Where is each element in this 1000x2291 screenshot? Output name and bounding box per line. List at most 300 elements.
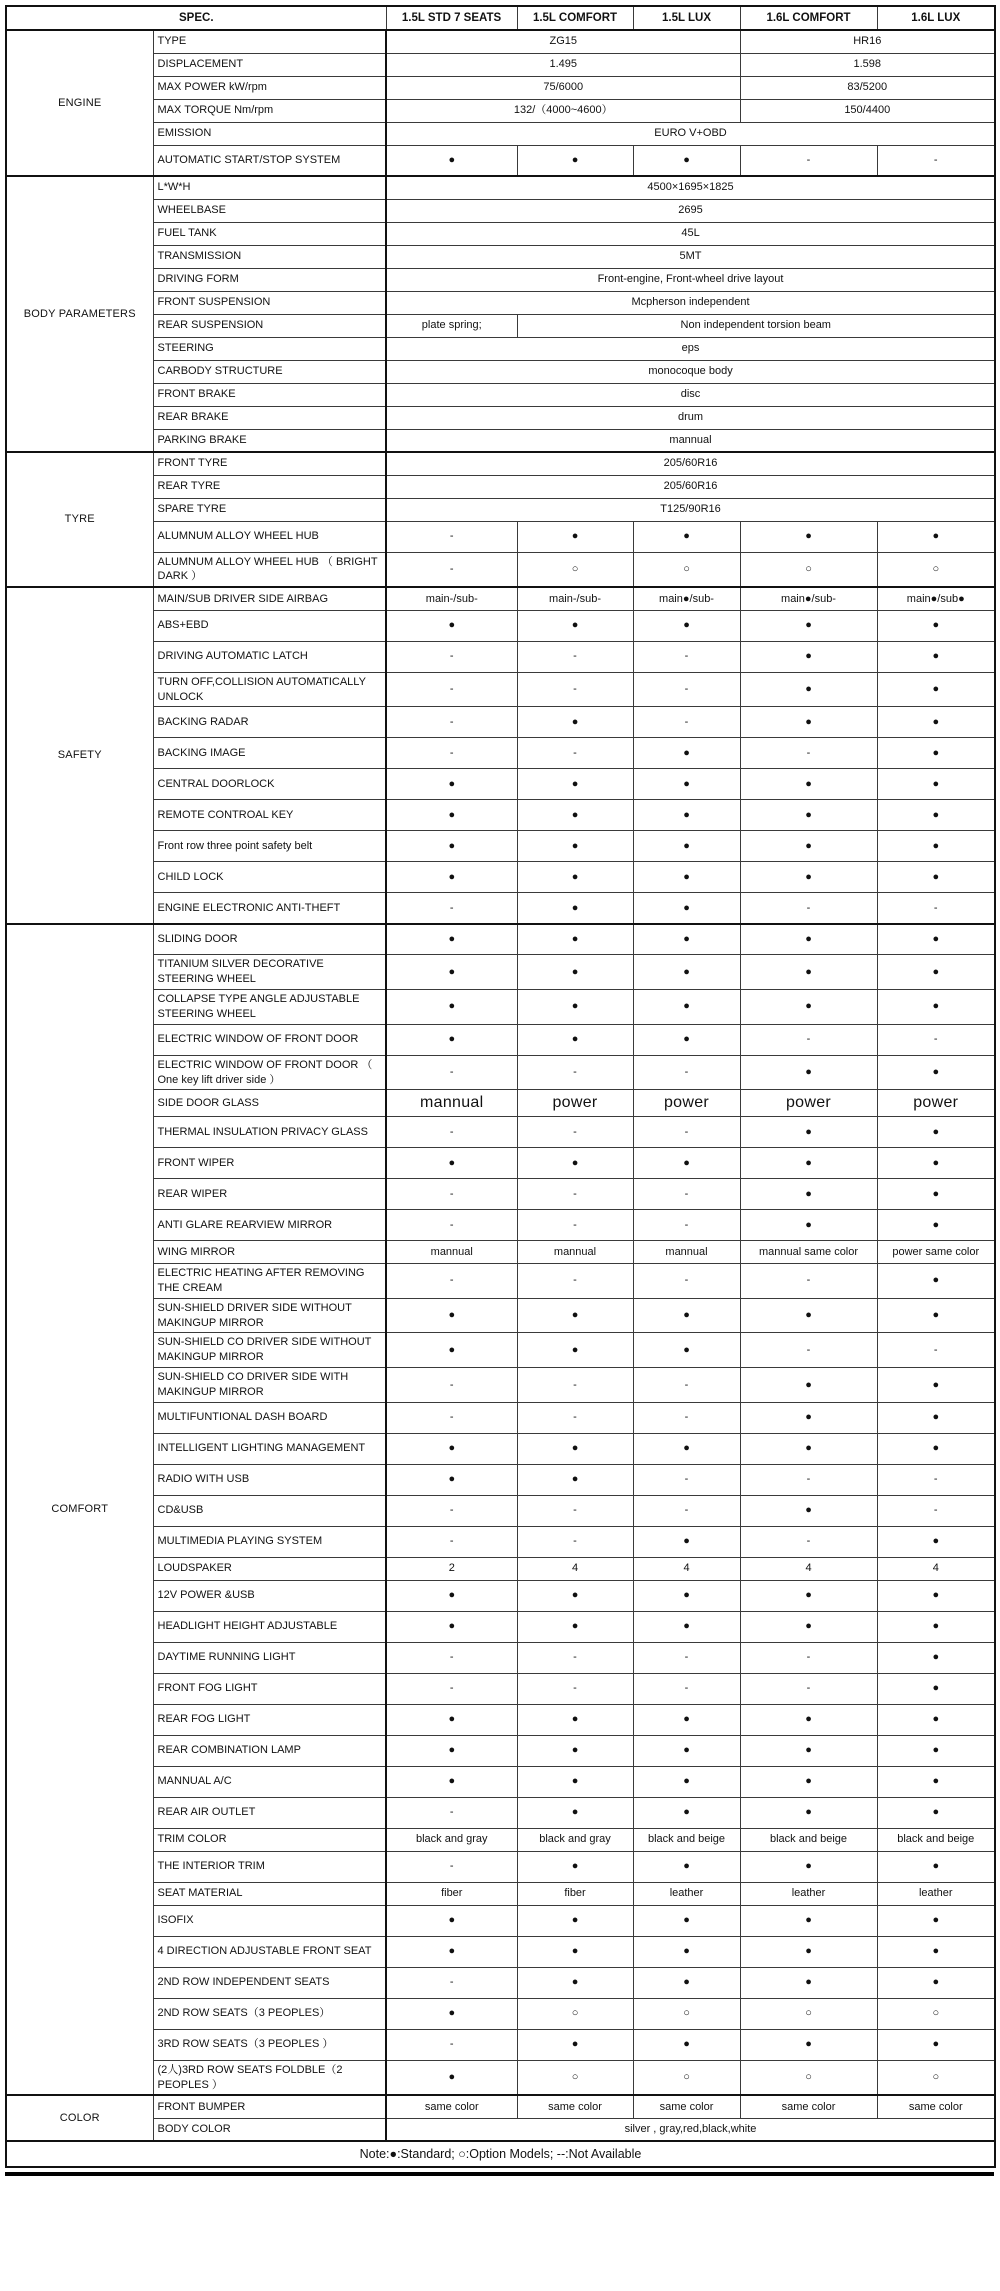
spec-item-label: ANTI GLARE REARVIEW MIRROR [153, 1210, 386, 1241]
spec-value-cell: - [386, 2029, 517, 2060]
spec-value-cell: - [517, 672, 633, 707]
spec-value-cell: Mcpherson independent [386, 291, 995, 314]
spec-value-cell: - [386, 1368, 517, 1403]
spec-value-cell: ● [386, 990, 517, 1025]
spec-value-cell: - [386, 641, 517, 672]
spec-item-label: SUN-SHIELD CO DRIVER SIDE WITH MAKINGUP MIRROR [153, 1368, 386, 1403]
spec-value-cell: ● [386, 1298, 517, 1333]
spec-value-cell: - [633, 1368, 740, 1403]
spec-value-cell: ● [517, 990, 633, 1025]
spec-value-cell: - [386, 1967, 517, 1998]
spec-value-cell: ● [740, 1402, 877, 1433]
spec-value-cell: ● [877, 2029, 995, 2060]
table-footer [6, 2141, 995, 2167]
spec-item-label: STEERING [153, 337, 386, 360]
spec-item-label: MULTIFUNTIONAL DASH BOARD [153, 1402, 386, 1433]
spec-value-cell: ● [386, 1148, 517, 1179]
spec-value-cell: ● [877, 521, 995, 552]
table-row [6, 337, 995, 360]
spec-value-cell: ● [386, 955, 517, 990]
table-row [6, 2118, 995, 2141]
spec-value-cell: ● [386, 1433, 517, 1464]
spec-value-cell: ● [740, 641, 877, 672]
spec-value-cell: disc [386, 383, 995, 406]
spec-value-cell: - [386, 893, 517, 924]
spec-value-cell: - [386, 707, 517, 738]
spec-value-cell: ● [517, 1580, 633, 1611]
table-header [6, 6, 995, 30]
spec-value-cell: 1.495 [386, 53, 740, 76]
spec-item-label: PARKING BRAKE [153, 429, 386, 452]
spec-value-cell: ● [633, 1333, 740, 1368]
spec-value-cell: - [386, 1526, 517, 1557]
spec-value-cell: same color [877, 2095, 995, 2118]
spec-value-cell: ○ [740, 2060, 877, 2095]
spec-value-cell: ● [517, 1148, 633, 1179]
spec-value-cell: ○ [633, 1998, 740, 2029]
spec-value-cell: ● [386, 769, 517, 800]
spec-value-cell: ● [740, 707, 877, 738]
section-label-safety: SAFETY [6, 587, 153, 924]
spec-value-cell: ● [877, 1797, 995, 1828]
spec-item-label: FRONT WIPER [153, 1148, 386, 1179]
spec-value-cell: ● [740, 800, 877, 831]
spec-value-cell: 132/（4000~4600） [386, 99, 740, 122]
spec-value-cell: 205/60R16 [386, 475, 995, 498]
spec-value-cell: ● [877, 1905, 995, 1936]
model-header-cell: 1.5L LUX [633, 6, 740, 30]
table-row [6, 1210, 995, 1241]
spec-item-label: MAX TORQUE Nm/rpm [153, 99, 386, 122]
spec-item-label: INTELLIGENT LIGHTING MANAGEMENT [153, 1433, 386, 1464]
table-row [6, 291, 995, 314]
spec-value-cell: - [517, 1368, 633, 1403]
table-row [6, 1526, 995, 1557]
spec-value-cell: ● [633, 769, 740, 800]
spec-value-cell: ● [877, 924, 995, 955]
spec-value-cell: - [386, 1055, 517, 1090]
table-row [6, 1402, 995, 1433]
spec-value-cell: ● [877, 1433, 995, 1464]
spec-value-cell: same color [740, 2095, 877, 2118]
spec-item-label: REAR FOG LIGHT [153, 1704, 386, 1735]
spec-item-label: REAR AIR OUTLET [153, 1797, 386, 1828]
spec-item-label: 2ND ROW INDEPENDENT SEATS [153, 1967, 386, 1998]
spec-value-cell: ● [386, 610, 517, 641]
table-row [6, 769, 995, 800]
model-header-cell: 1.6L LUX [877, 6, 995, 30]
spec-value-cell: ● [517, 924, 633, 955]
spec-value-cell: main●/sub● [877, 587, 995, 610]
table-row [6, 199, 995, 222]
spec-value-cell: main●/sub- [633, 587, 740, 610]
table-row [6, 76, 995, 99]
spec-value-cell: ● [740, 1580, 877, 1611]
spec-value-cell: same color [633, 2095, 740, 2118]
spec-value-cell: - [517, 1055, 633, 1090]
spec-value-cell: ● [633, 800, 740, 831]
spec-value-cell: ● [517, 1464, 633, 1495]
spec-value-cell: plate spring; [386, 314, 517, 337]
table-row [6, 1735, 995, 1766]
table-row [6, 429, 995, 452]
spec-value-cell: ● [877, 1673, 995, 1704]
spec-value-cell: 45L [386, 222, 995, 245]
spec-value-cell: ● [740, 990, 877, 1025]
spec-value-cell: ● [633, 1936, 740, 1967]
table-row [6, 862, 995, 893]
spec-value-cell: ● [877, 610, 995, 641]
spec-value-cell: main-/sub- [517, 587, 633, 610]
spec-item-label: REAR TYRE [153, 475, 386, 498]
spec-value-cell: ● [633, 1967, 740, 1998]
spec-value-cell: ○ [877, 2060, 995, 2095]
spec-value-cell: ● [386, 1464, 517, 1495]
spec-item-label: THE INTERIOR TRIM [153, 1851, 386, 1882]
spec-value-cell: ● [633, 1704, 740, 1735]
spec-value-cell: - [633, 1673, 740, 1704]
spec-value-cell: ● [386, 831, 517, 862]
table-row [6, 475, 995, 498]
model-header-cell: 1.6L COMFORT [740, 6, 877, 30]
spec-value-cell: ● [740, 1797, 877, 1828]
table-header-row [6, 6, 995, 30]
spec-value-cell: HR16 [740, 30, 995, 53]
table-row [6, 1905, 995, 1936]
spec-value-cell: ● [740, 1148, 877, 1179]
spec-value-cell: power [740, 1090, 877, 1117]
spec-item-label: REAR SUSPENSION [153, 314, 386, 337]
spec-value-cell: ● [877, 738, 995, 769]
spec-value-cell: 4 [740, 1557, 877, 1580]
spec-value-cell: ● [633, 521, 740, 552]
spec-value-cell: 205/60R16 [386, 452, 995, 475]
spec-value-cell: ● [517, 1936, 633, 1967]
spec-value-cell: ● [740, 521, 877, 552]
table-row [6, 1241, 995, 1264]
spec-value-cell: - [517, 1264, 633, 1299]
spec-value-cell: - [740, 1024, 877, 1055]
spec-item-label: FRONT SUSPENSION [153, 291, 386, 314]
table-row [6, 1264, 995, 1299]
spec-value-cell: ● [740, 1055, 877, 1090]
spec-value-cell: ● [633, 955, 740, 990]
spec-value-cell: ● [877, 1210, 995, 1241]
spec-value-cell: 2695 [386, 199, 995, 222]
table-row [6, 1055, 995, 1090]
spec-value-cell: black and beige [877, 1828, 995, 1851]
spec-value-cell: ○ [517, 552, 633, 587]
table-row [6, 53, 995, 76]
spec-item-label: DAYTIME RUNNING LIGHT [153, 1642, 386, 1673]
spec-value-cell: ● [877, 1148, 995, 1179]
spec-value-cell: ● [740, 1298, 877, 1333]
spec-value-cell: 4 [633, 1557, 740, 1580]
table-row [6, 406, 995, 429]
spec-value-cell: ● [877, 1580, 995, 1611]
spec-value-cell: T125/90R16 [386, 498, 995, 521]
spec-value-cell: - [740, 1673, 877, 1704]
spec-value-cell: - [740, 1464, 877, 1495]
spec-item-label: FRONT TYRE [153, 452, 386, 475]
spec-item-label: CARBODY STRUCTURE [153, 360, 386, 383]
spec-value-cell: - [877, 145, 995, 176]
spec-value-cell: ● [517, 1704, 633, 1735]
spec-value-cell: ● [517, 1433, 633, 1464]
spec-value-cell: ● [386, 1024, 517, 1055]
spec-value-cell: ● [633, 1298, 740, 1333]
spec-value-cell: - [633, 672, 740, 707]
spec-value-cell: ● [386, 800, 517, 831]
spec-value-cell: power [877, 1090, 995, 1117]
spec-value-cell: leather [633, 1882, 740, 1905]
spec-value-cell: mannual [386, 1090, 517, 1117]
spec-value-cell: ● [877, 1179, 995, 1210]
spec-value-cell: - [386, 1797, 517, 1828]
table-row [6, 1766, 995, 1797]
spec-item-label: 12V POWER &USB [153, 1580, 386, 1611]
spec-value-cell: ● [877, 990, 995, 1025]
spec-item-label: REAR COMBINATION LAMP [153, 1735, 386, 1766]
spec-value-cell: leather [877, 1882, 995, 1905]
spec-item-label: FRONT BRAKE [153, 383, 386, 406]
spec-value-cell: - [633, 641, 740, 672]
spec-value-cell: - [386, 672, 517, 707]
spec-value-cell: ● [386, 1611, 517, 1642]
spec-item-label: RADIO WITH USB [153, 1464, 386, 1495]
spec-item-label: EMISSION [153, 122, 386, 145]
spec-value-cell: ○ [877, 1998, 995, 2029]
spec-value-cell: ● [877, 800, 995, 831]
section-label-body-parameters: BODY PARAMETERS [6, 176, 153, 452]
spec-value-cell: ● [740, 1967, 877, 1998]
spec-value-cell: ● [386, 924, 517, 955]
spec-value-cell: ○ [740, 1998, 877, 2029]
spec-value-cell: - [740, 738, 877, 769]
spec-value-cell: ● [633, 610, 740, 641]
spec-value-cell: - [877, 1464, 995, 1495]
spec-value-cell: ● [517, 893, 633, 924]
spec-item-label: FRONT BUMPER [153, 2095, 386, 2118]
table-row [6, 1333, 995, 1368]
spec-item-label: ALUMNUM ALLOY WHEEL HUB （ BRIGHT DARK ） [153, 552, 386, 587]
table-row [6, 1642, 995, 1673]
spec-value-cell: ● [740, 1936, 877, 1967]
table-row [6, 1090, 995, 1117]
spec-item-label: MULTIMEDIA PLAYING SYSTEM [153, 1526, 386, 1557]
table-row [6, 707, 995, 738]
spec-value-cell: ● [517, 862, 633, 893]
section-label-engine: ENGINE [6, 30, 153, 176]
spec-item-label: ELECTRIC HEATING AFTER REMOVING THE CREAM [153, 1264, 386, 1299]
table-row [6, 1464, 995, 1495]
spec-value-cell: ● [517, 769, 633, 800]
spec-value-cell: ● [877, 1766, 995, 1797]
table-row [6, 1882, 995, 1905]
table-row [6, 245, 995, 268]
spec-value-cell: 4 [517, 1557, 633, 1580]
spec-item-label: MAX POWER kW/rpm [153, 76, 386, 99]
spec-value-cell: ● [633, 2029, 740, 2060]
spec-value-cell: - [740, 1642, 877, 1673]
spec-value-cell: ○ [877, 552, 995, 587]
spec-value-cell: power [517, 1090, 633, 1117]
spec-value-cell: ● [877, 1611, 995, 1642]
spec-value-cell: drum [386, 406, 995, 429]
spec-value-cell: Non independent torsion beam [517, 314, 995, 337]
spec-item-label: SEAT MATERIAL [153, 1882, 386, 1905]
spec-value-cell: mannual [517, 1241, 633, 1264]
spec-value-cell: - [386, 1117, 517, 1148]
table-row [6, 672, 995, 707]
table-row [6, 1936, 995, 1967]
spec-item-label: SIDE DOOR GLASS [153, 1090, 386, 1117]
spec-value-cell: fiber [517, 1882, 633, 1905]
spec-value-cell: mannual same color [740, 1241, 877, 1264]
table-row [6, 314, 995, 337]
table-row [6, 122, 995, 145]
spec-value-cell: ● [740, 1704, 877, 1735]
spec-value-cell: - [386, 1642, 517, 1673]
spec-value-cell: - [633, 707, 740, 738]
spec-item-label: ALUMNUM ALLOY WHEEL HUB [153, 521, 386, 552]
table-row [6, 738, 995, 769]
spec-value-cell: ● [740, 1766, 877, 1797]
spec-value-cell: ● [877, 1642, 995, 1673]
table-row [6, 1673, 995, 1704]
spec-value-cell: ● [740, 1735, 877, 1766]
spec-value-cell: - [517, 1179, 633, 1210]
spec-value-cell: - [386, 738, 517, 769]
spec-item-label: WHEELBASE [153, 199, 386, 222]
legend-note: Note:●:Standard; ○:Option Models; --:Not Available [6, 2141, 995, 2167]
spec-item-label: BACKING RADAR [153, 707, 386, 738]
spec-value-cell: - [740, 893, 877, 924]
spec-value-cell: - [877, 1495, 995, 1526]
spec-item-label: COLLAPSE TYPE ANGLE ADJUSTABLE STEERING WHEEL [153, 990, 386, 1025]
spec-value-cell: ● [386, 1735, 517, 1766]
spec-value-cell: - [386, 1495, 517, 1526]
spec-value-cell: ● [740, 672, 877, 707]
table-row [6, 521, 995, 552]
spec-value-cell: ● [877, 1936, 995, 1967]
table-row [6, 99, 995, 122]
spec-value-cell: ● [633, 1526, 740, 1557]
spec-value-cell: - [633, 1179, 740, 1210]
table-row [6, 587, 995, 610]
spec-value-cell: fiber [386, 1882, 517, 1905]
spec-item-label: BACKING IMAGE [153, 738, 386, 769]
spec-value-cell: ● [740, 1179, 877, 1210]
spec-table [5, 5, 996, 2168]
spec-item-label: SLIDING DOOR [153, 924, 386, 955]
spec-value-cell: - [386, 1851, 517, 1882]
spec-value-cell: mannual [386, 1241, 517, 1264]
spec-item-label: AUTOMATIC START/STOP SYSTEM [153, 145, 386, 176]
spec-value-cell: - [877, 1333, 995, 1368]
table-row [6, 1148, 995, 1179]
spec-item-label: DRIVING FORM [153, 268, 386, 291]
spec-value-cell: ● [877, 1264, 995, 1299]
spec-value-cell: ● [740, 862, 877, 893]
section-label-comfort: COMFORT [6, 924, 153, 2096]
section-label-color: COLOR [6, 2095, 153, 2141]
spec-item-label: TURN OFF,COLLISION AUTOMATICALLY UNLOCK [153, 672, 386, 707]
spec-item-label: LOUDSPAKER [153, 1557, 386, 1580]
spec-value-cell: ● [877, 1851, 995, 1882]
spec-value-cell: ● [386, 1936, 517, 1967]
spec-value-cell: same color [386, 2095, 517, 2118]
spec-value-cell: ○ [740, 552, 877, 587]
spec-value-cell: ● [517, 1024, 633, 1055]
spec-value-cell: ● [740, 924, 877, 955]
table-row [6, 924, 995, 955]
spec-item-label: SUN-SHIELD DRIVER SIDE WITHOUT MAKINGUP MIRROR [153, 1298, 386, 1333]
table-row [6, 955, 995, 990]
spec-value-cell: ● [633, 831, 740, 862]
spec-item-label: ABS+EBD [153, 610, 386, 641]
spec-value-cell: - [633, 1264, 740, 1299]
spec-value-cell: - [386, 1264, 517, 1299]
spec-value-cell: ● [386, 1704, 517, 1735]
spec-value-cell: ● [740, 1433, 877, 1464]
spec-value-cell: ● [517, 800, 633, 831]
spec-value-cell: ● [517, 1967, 633, 1998]
spec-value-cell: 83/5200 [740, 76, 995, 99]
spec-value-cell: ● [386, 1333, 517, 1368]
table-row [6, 2060, 995, 2095]
spec-value-cell: ● [517, 1298, 633, 1333]
spec-value-cell: ● [386, 145, 517, 176]
spec-value-cell: - [633, 1055, 740, 1090]
spec-item-label: MAIN/SUB DRIVER SIDE AIRBAG [153, 587, 386, 610]
spec-value-cell: ● [633, 1024, 740, 1055]
spec-value-cell: mannual [386, 429, 995, 452]
spec-value-cell: ● [877, 672, 995, 707]
spec-value-cell: - [386, 521, 517, 552]
spec-value-cell: ● [740, 831, 877, 862]
spec-value-cell: - [633, 1464, 740, 1495]
spec-item-label: ISOFIX [153, 1905, 386, 1936]
spec-item-label: FRONT FOG LIGHT [153, 1673, 386, 1704]
table-row [6, 176, 995, 199]
spec-value-cell: silver , gray,red,black,white [386, 2118, 995, 2141]
spec-item-label: REAR BRAKE [153, 406, 386, 429]
spec-value-cell: ● [633, 990, 740, 1025]
spec-value-cell: ● [517, 1797, 633, 1828]
spec-value-cell: black and gray [517, 1828, 633, 1851]
spec-value-cell: - [386, 552, 517, 587]
spec-value-cell: EURO V+OBD [386, 122, 995, 145]
spec-value-cell: ● [740, 2029, 877, 2060]
spec-header-cell: SPEC. [6, 6, 386, 30]
spec-value-cell: black and beige [740, 1828, 877, 1851]
spec-value-cell: ● [517, 1851, 633, 1882]
spec-item-label: ENGINE ELECTRONIC ANTI-THEFT [153, 893, 386, 924]
spec-value-cell: - [633, 1642, 740, 1673]
spec-item-label: ELECTRIC WINDOW OF FRONT DOOR （ One key lift driver side ） [153, 1055, 386, 1090]
table-row [6, 1179, 995, 1210]
spec-value-cell: 1.598 [740, 53, 995, 76]
spec-value-cell: ● [517, 2029, 633, 2060]
spec-value-cell: ● [877, 1735, 995, 1766]
spec-value-cell: - [633, 1495, 740, 1526]
spec-value-cell: - [517, 1495, 633, 1526]
spec-value-cell: ● [633, 1433, 740, 1464]
spec-value-cell: - [633, 1210, 740, 1241]
table-row [6, 893, 995, 924]
spec-item-label: SPARE TYRE [153, 498, 386, 521]
